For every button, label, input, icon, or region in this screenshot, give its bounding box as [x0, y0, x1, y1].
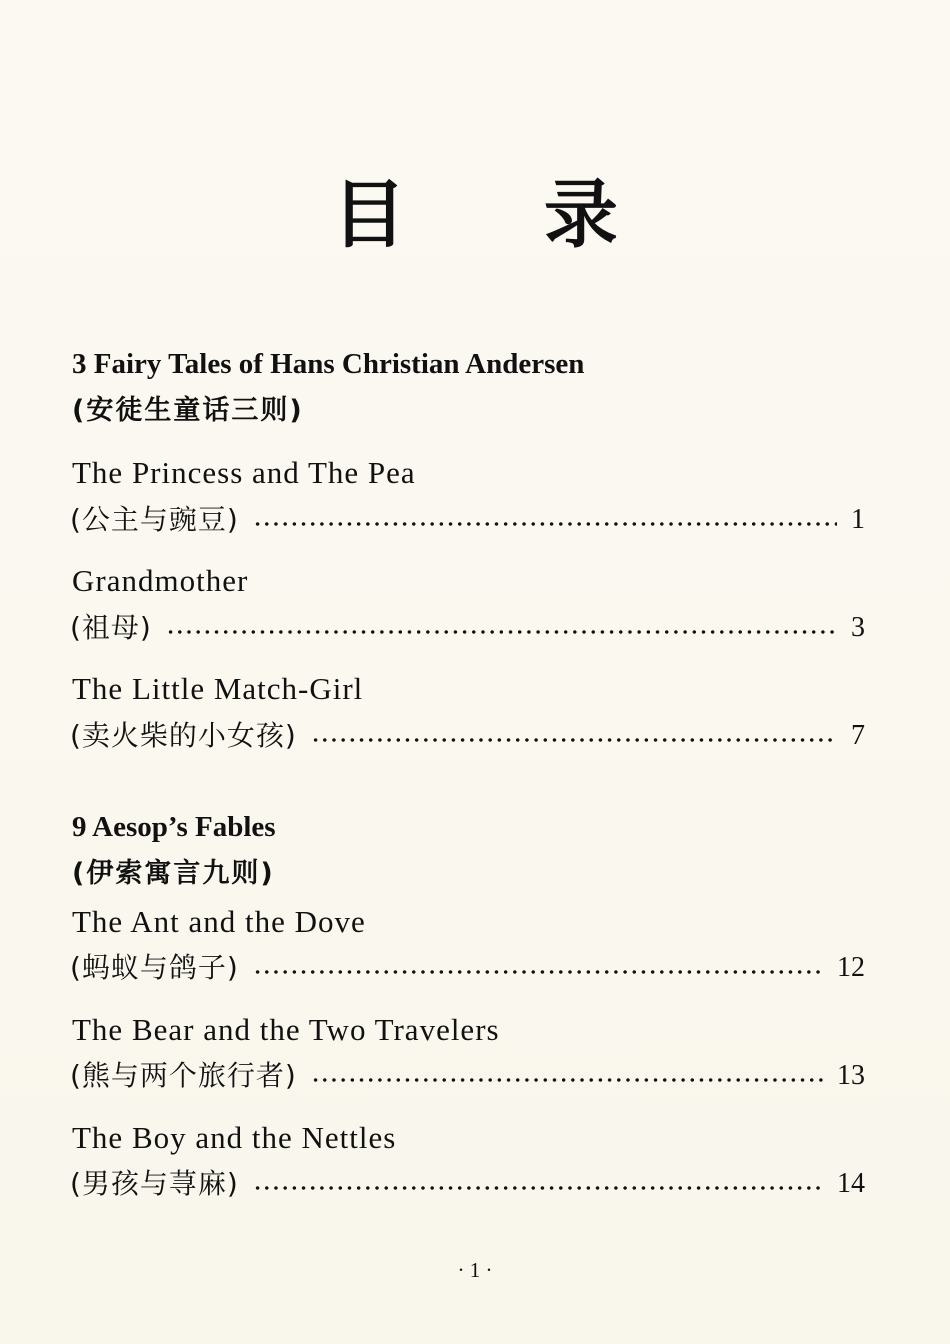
entry-page-number: 12 — [837, 952, 865, 983]
dot-leader — [253, 969, 823, 975]
page-number-footer: · 1 · — [457, 1258, 493, 1282]
section-heading-andersen: 3 Fairy Tales of Hans Christian Andersen — [72, 348, 585, 380]
entry-chinese: (公主与豌豆) — [70, 503, 239, 536]
entry-row-little-match-girl[interactable] — [70, 718, 865, 754]
dot-leader — [311, 737, 837, 743]
section-heading-aesop: 9 Aesop’s Fables — [72, 811, 276, 843]
entry-chinese: (蚂蚁与鸽子) — [70, 951, 239, 984]
section-subheading-aesop: (伊索寓言九则) — [72, 858, 275, 889]
entry-chinese: (卖火柴的小女孩) — [70, 719, 297, 752]
entry-title-bear-travelers[interactable]: The Bear and the Two Travelers — [72, 1012, 500, 1047]
entry-row-princess-pea[interactable] — [70, 502, 865, 538]
entry-page-number: 7 — [851, 720, 865, 751]
entry-row-boy-nettles[interactable] — [70, 1166, 865, 1202]
entry-row-bear-travelers[interactable] — [70, 1058, 865, 1094]
entry-title-boy-nettles[interactable]: The Boy and the Nettles — [72, 1120, 397, 1155]
entry-page-number: 1 — [851, 504, 865, 535]
entry-page-number: 3 — [851, 612, 865, 643]
entry-chinese: (熊与两个旅行者) — [70, 1059, 297, 1092]
dot-leader — [253, 521, 837, 527]
page-title: 目 录 — [332, 172, 674, 258]
dot-leader — [253, 1185, 823, 1191]
entry-title-princess-pea[interactable]: The Princess and The Pea — [72, 455, 416, 490]
entry-title-little-match-girl[interactable]: The Little Match-Girl — [72, 671, 364, 706]
entry-row-grandmother[interactable] — [70, 610, 865, 646]
dot-leader — [166, 629, 837, 635]
entry-row-ant-dove[interactable] — [70, 950, 865, 986]
entry-page-number: 14 — [837, 1168, 865, 1199]
entry-chinese: (祖母) — [70, 611, 152, 644]
entry-title-ant-dove[interactable]: The Ant and the Dove — [72, 904, 366, 939]
entry-title-grandmother[interactable]: Grandmother — [72, 563, 249, 598]
section-subheading-andersen: (安徒生童话三则) — [72, 395, 304, 426]
dot-leader — [311, 1077, 823, 1083]
entry-chinese: (男孩与荨麻) — [70, 1167, 239, 1200]
entry-page-number: 13 — [837, 1060, 865, 1091]
